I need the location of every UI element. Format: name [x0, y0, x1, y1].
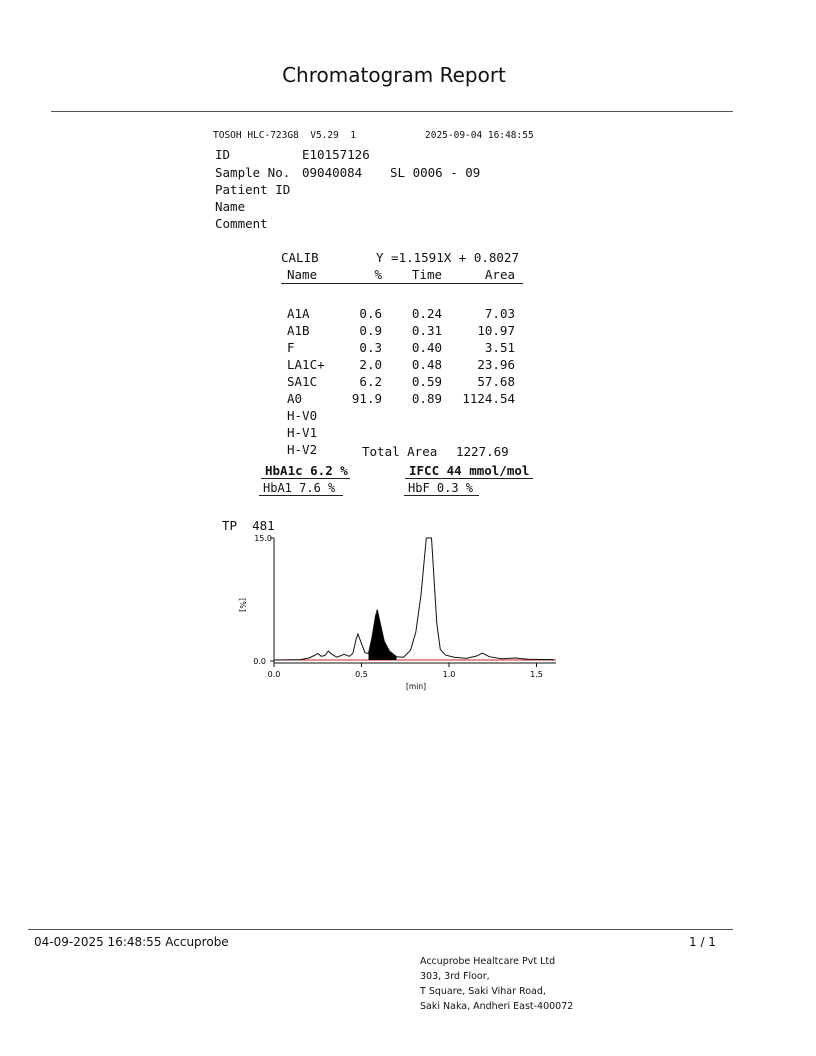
peak-time: [382, 407, 442, 424]
peak-pct: 91.9: [351, 390, 382, 406]
sample-label: Sample No.: [215, 165, 291, 180]
footer-divider: [28, 929, 733, 930]
peak-name: A1A: [287, 305, 310, 321]
peak-time: [382, 424, 442, 441]
company-address: [420, 954, 573, 1014]
table-row: [281, 305, 523, 322]
x-ticks: [268, 663, 543, 679]
id-row: [215, 147, 370, 162]
peak-name: H-V1: [287, 424, 318, 440]
ifcc-result: IFCC 44 mmol/mol: [405, 463, 533, 479]
sl-value: SL 0006 - 09: [390, 165, 481, 180]
sample-row: [215, 165, 481, 180]
header-divider: [51, 111, 733, 112]
footer-timestamp: 04-09-2025 16:48:55 Accuprobe: [34, 935, 229, 949]
total-area-label: Total Area: [362, 444, 438, 459]
peak-area: 7.03: [484, 305, 515, 321]
peak-pct: [347, 424, 382, 441]
col-pct: %: [347, 266, 382, 284]
table-row: [281, 339, 523, 356]
y-axis-unit: [%]: [238, 598, 247, 612]
peak-name: A1B: [287, 322, 310, 338]
peak-table: [281, 266, 523, 458]
peak-name: H-V0: [287, 407, 318, 423]
peak-name: A0: [287, 390, 303, 406]
report-title: Chromatogram Report: [282, 63, 506, 87]
y-tick-min: 0.0: [253, 657, 266, 666]
peak-time: 0.48: [411, 356, 442, 372]
peak-pct: 2.0: [359, 356, 382, 372]
hba1-result: HbA1 7.6 %: [259, 481, 343, 496]
peak-name: LA1C+: [287, 356, 325, 372]
x-tick-label: 1.5: [530, 670, 543, 679]
address-line: Accuprobe Healtcare Pvt Ltd: [420, 956, 556, 967]
peak-pct: 0.6: [359, 305, 382, 321]
patient-id-label: Patient ID: [215, 182, 291, 197]
x-tick-label: 0.0: [267, 670, 281, 679]
peak-time: 0.31: [411, 322, 442, 338]
total-area-value: 1227.69: [456, 444, 509, 459]
peak-name: H-V2: [287, 441, 318, 457]
peak-area: 3.51: [484, 339, 515, 355]
chromatogram-chart: [236, 530, 576, 692]
x-axis-unit: [min]: [406, 682, 426, 691]
peak-name: SA1C: [287, 373, 318, 389]
peak-area: 1124.54: [462, 390, 515, 406]
peak-pct: [347, 407, 382, 424]
peak-area: [442, 424, 523, 441]
hbf-result: HbF 0.3 %: [404, 481, 479, 496]
peak-pct: 6.2: [359, 373, 382, 389]
chromatogram-trace: [274, 538, 554, 660]
col-name: Name: [281, 266, 347, 284]
page-number: 1 / 1: [689, 935, 716, 949]
peak-area: [442, 407, 523, 424]
peak-time: 0.89: [411, 390, 442, 406]
col-area: Area: [442, 266, 523, 284]
address-line: Saki Naka, Andheri East-400072: [420, 1001, 574, 1012]
peak-area: 10.97: [477, 322, 515, 338]
tp-label: TP 481: [222, 518, 275, 533]
table-row: [281, 356, 523, 373]
sample-value: 09040084: [302, 165, 363, 180]
x-tick-label: 1.0: [442, 670, 456, 679]
peak-time: 0.24: [411, 305, 442, 321]
peak-area: 57.68: [477, 373, 515, 389]
table-row: [281, 322, 523, 339]
col-time: Time: [382, 266, 442, 284]
name-label: Name: [215, 199, 246, 214]
comment-label: Comment: [215, 216, 268, 231]
peak-area: 23.96: [477, 356, 515, 372]
calibration-line: [281, 250, 519, 265]
table-row: [281, 424, 523, 441]
peak-pct: 0.9: [359, 322, 382, 338]
instrument-line: [213, 130, 534, 141]
y-tick-max: 15.0: [254, 534, 272, 543]
table-row: [281, 407, 523, 424]
peak-table-header: [281, 266, 523, 284]
peak-pct: 0.3: [359, 339, 382, 355]
table-row: [281, 373, 523, 390]
calib-label: CALIB: [281, 250, 319, 265]
hba1c-result: HbA1c 6.2 %: [261, 463, 350, 479]
peak-time: 0.40: [411, 339, 442, 355]
address-line: T Square, Saki Vihar Road,: [420, 986, 546, 997]
instrument-model: TOSOH HLC-723G8 V5.29 1: [213, 130, 356, 141]
peak-name: F: [287, 339, 295, 355]
total-area: [362, 444, 509, 459]
instrument-timestamp: 2025-09-04 16:48:55: [425, 130, 534, 141]
address-line: 303, 3rd Floor,: [420, 971, 490, 982]
table-row: [281, 390, 523, 407]
x-tick-label: 0.5: [355, 670, 368, 679]
id-value: E10157126: [302, 147, 370, 162]
id-label: ID: [215, 147, 231, 162]
peak-time: 0.59: [411, 373, 442, 389]
calib-equation: Y =1.1591X + 0.8027: [376, 250, 519, 265]
